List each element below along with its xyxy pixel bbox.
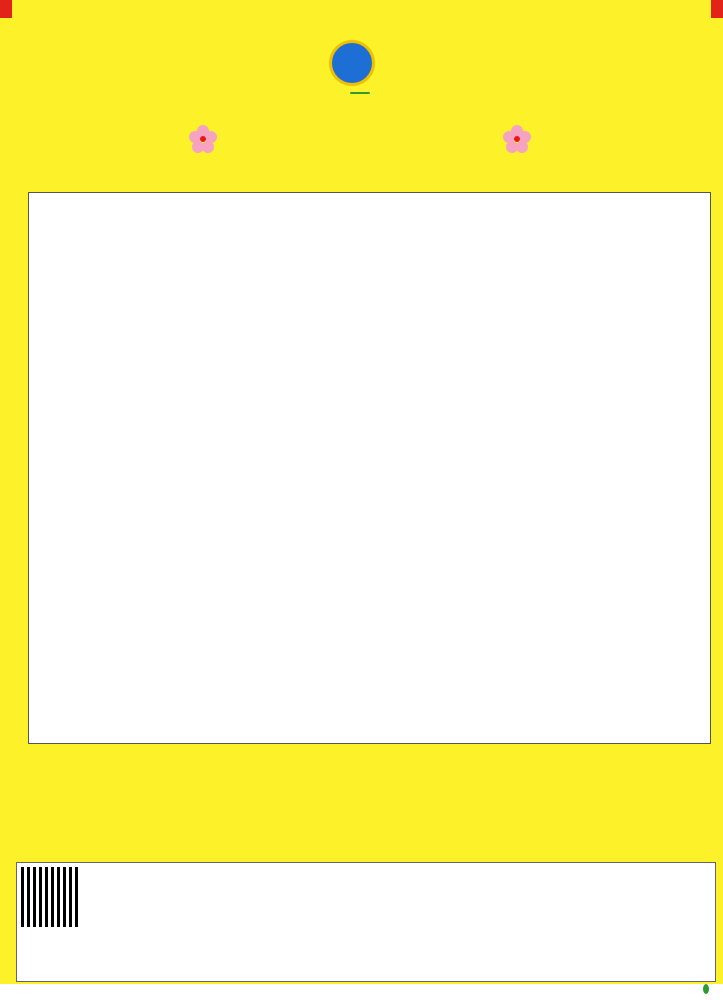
- footer-page-tag: [703, 984, 709, 994]
- ad-tag-left: [0, 0, 12, 18]
- title-bar: [170, 122, 550, 160]
- tour-table: [28, 192, 711, 744]
- globe-icon: [329, 40, 375, 86]
- header: [0, 18, 723, 118]
- logo: [265, 32, 480, 114]
- contacts-panel: [16, 862, 716, 982]
- footer: [0, 984, 723, 1000]
- cherry-blossom-icon: [188, 124, 218, 154]
- ad-tag-right: [711, 0, 723, 18]
- cherry-blossom-icon: [502, 124, 532, 154]
- qr-code[interactable]: [21, 867, 81, 927]
- logo-subtitle: [350, 92, 370, 94]
